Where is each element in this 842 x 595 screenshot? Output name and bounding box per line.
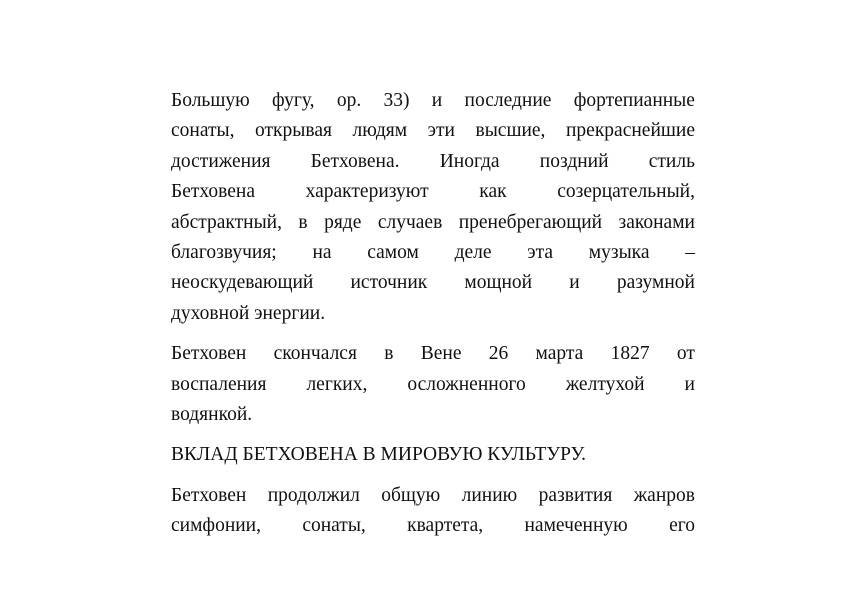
word: пренебрегающий	[458, 211, 603, 233]
text-line	[171, 238, 695, 268]
word: как	[479, 181, 507, 203]
text-line	[171, 116, 695, 146]
word: 26	[488, 343, 509, 365]
text-line	[171, 147, 695, 177]
word: и	[684, 373, 695, 395]
word: Иногда	[439, 150, 500, 172]
text-line	[171, 339, 695, 369]
paragraph-death	[171, 339, 695, 430]
word: 1827	[610, 343, 650, 365]
word: достижения	[171, 150, 271, 172]
word: последние	[464, 90, 552, 111]
word: и	[431, 90, 443, 111]
word: фугу,	[271, 90, 315, 111]
word: фортепианные	[573, 90, 695, 111]
word: от	[676, 343, 695, 365]
word: поздний	[539, 150, 609, 172]
word: абстрактный,	[171, 211, 282, 233]
word: деле	[454, 241, 492, 263]
word: ряде	[324, 211, 362, 233]
word: легких,	[306, 373, 368, 395]
word: в	[384, 343, 394, 365]
word: общую	[381, 484, 441, 506]
text-line: водянкой.	[171, 403, 253, 425]
text-line	[171, 177, 695, 207]
word: случаев	[377, 211, 443, 233]
word: в	[298, 211, 308, 233]
text-line	[171, 208, 695, 238]
word: неоскудевающий	[171, 272, 314, 294]
word: созерцательный,	[557, 181, 695, 203]
word: скончался	[273, 343, 357, 365]
word: стиль	[648, 150, 695, 172]
word: открывая	[255, 120, 332, 142]
paragraph-contribution	[171, 481, 695, 542]
word: на	[312, 241, 332, 263]
word: –	[685, 241, 695, 263]
text-line	[171, 511, 695, 541]
word: людям	[352, 120, 408, 142]
word: его	[669, 515, 695, 537]
word: осложненного	[407, 373, 526, 395]
word: мощной	[464, 272, 533, 294]
word: благозвучия;	[171, 241, 277, 263]
paragraph-late-style	[171, 86, 695, 329]
word: развития	[538, 484, 613, 506]
word: марта	[535, 343, 584, 365]
word: желтухой	[565, 373, 645, 395]
section-heading: ВКЛАД БЕТХОВЕНА В МИРОВУЮ КУЛЬТУРУ.	[171, 444, 587, 466]
word: музыка	[588, 241, 650, 263]
word: характеризуют	[305, 181, 429, 203]
word: прекраснейшие	[565, 120, 695, 142]
word: эта	[527, 241, 554, 263]
word: Вене	[420, 343, 462, 365]
word: жанров	[633, 484, 695, 506]
word: сонаты,	[302, 515, 366, 537]
word: 33)	[383, 90, 410, 111]
text-column	[171, 86, 695, 551]
word: квартета,	[407, 515, 484, 537]
word: Большую	[171, 90, 250, 111]
word: воспаления	[171, 373, 267, 395]
word: источник	[350, 272, 428, 294]
word: самом	[367, 241, 419, 263]
word: сонаты,	[171, 120, 235, 142]
word: разумной	[616, 272, 695, 294]
word: Бетховен	[171, 484, 247, 506]
text-line	[171, 268, 695, 298]
word: Бетховена	[171, 181, 255, 203]
word: симфонии,	[171, 515, 261, 537]
text-line	[171, 370, 695, 400]
word: законами	[618, 211, 695, 233]
word: линию	[461, 484, 518, 506]
word: Бетховена.	[310, 150, 400, 172]
text-line: духовной энергии.	[171, 302, 326, 324]
word: и	[569, 272, 580, 294]
text-line	[171, 86, 695, 116]
text-line	[171, 481, 695, 511]
word: намеченную	[524, 515, 628, 537]
word: высшие,	[475, 120, 546, 142]
word: Бетховен	[171, 343, 247, 365]
word: продолжил	[267, 484, 360, 506]
word: эти	[427, 120, 455, 142]
word: ор.	[336, 90, 362, 111]
